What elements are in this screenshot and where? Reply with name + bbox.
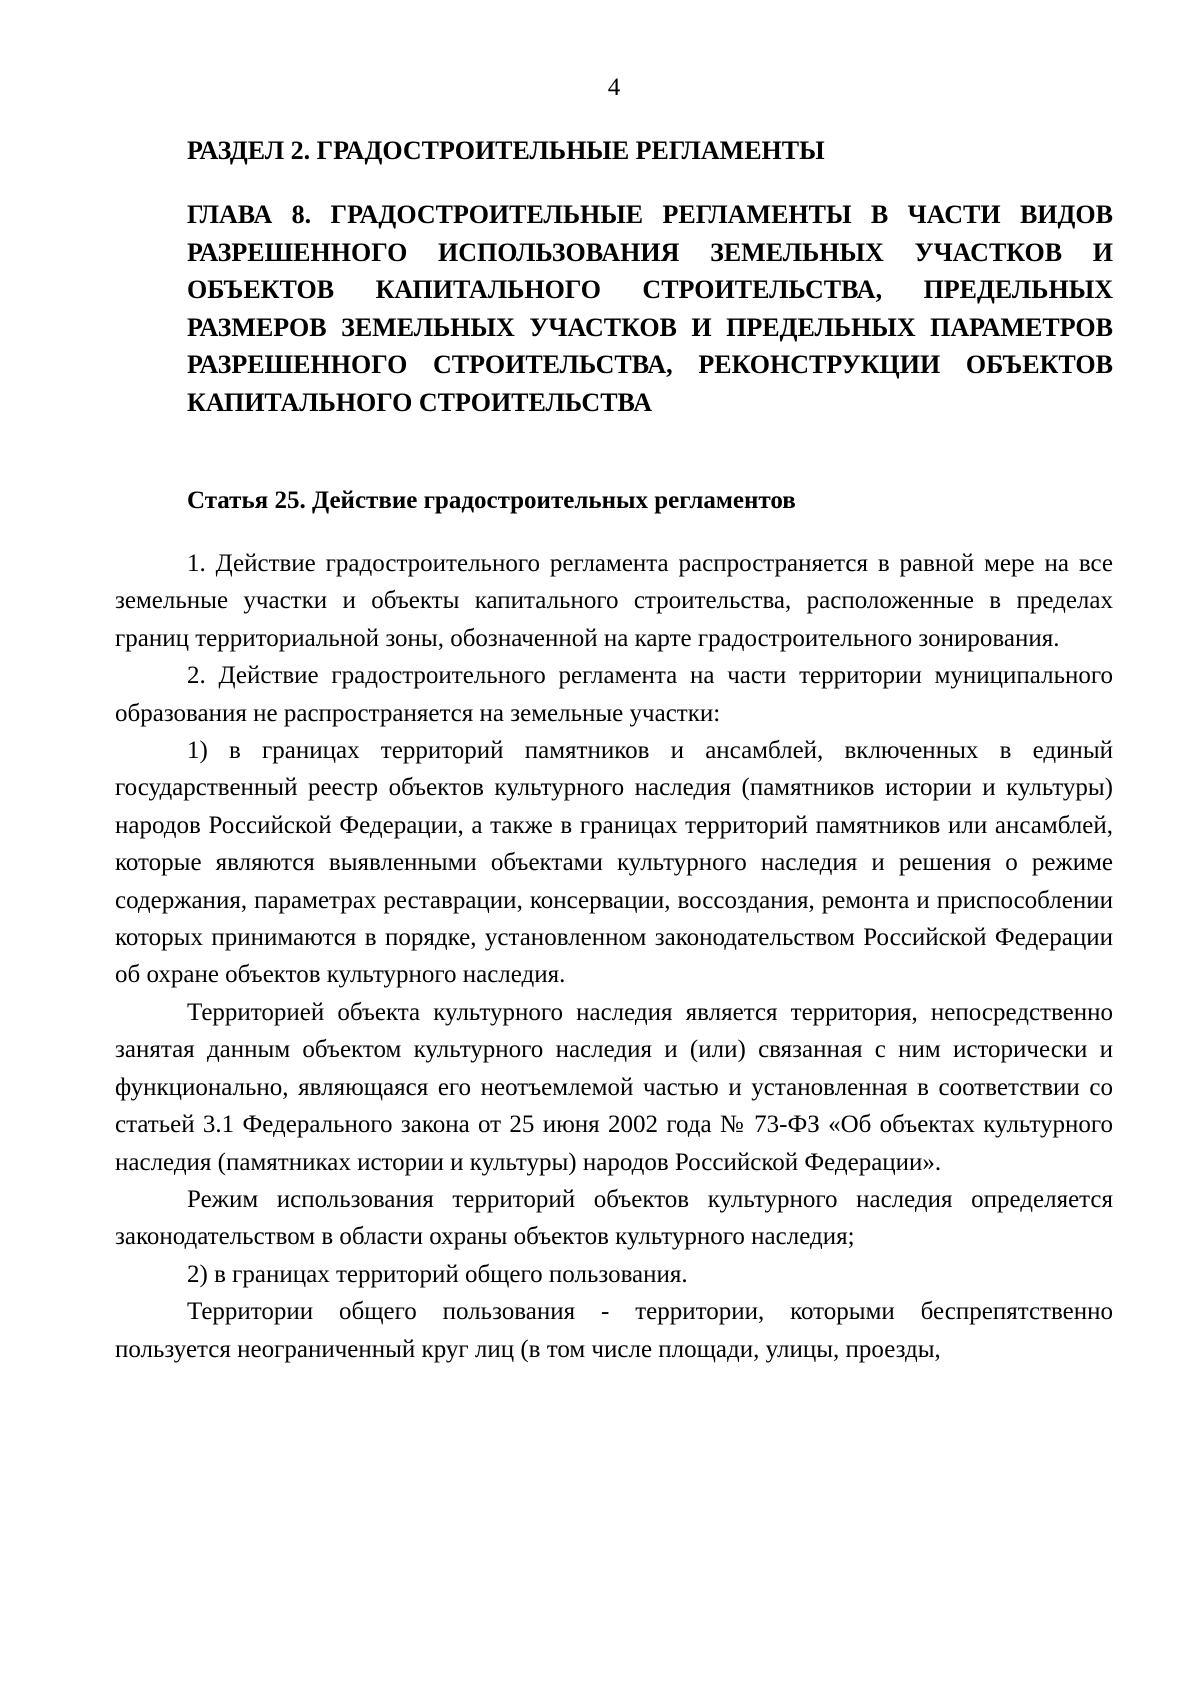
paragraph-1: 1. Действие градостроительного регламента распространяется в равной мере на все земельные участки и объекты капитального строительства, расположенные в пределах границ территориальной зоны, обозначенной на карте градостроительного зонирования. [115,550,1113,652]
paragraph-heritage-regime: Режим использования территорий объектов культурного наследия определяется законодательством в области охраны объектов культурного наследия; [115,1185,1113,1251]
paragraph-heritage-territory: Территорией объекта культурного наследия является территория, непосредственно занятая данным объектом культурного наследия и (или) связанная с ним исторически и функционально, являющаяся его неотъемлемой частью и установленная в соответствии со статьей 3.1 Федерального закона от 25 июня 2002 года № 73-ФЗ «Об объектах культурного наследия (памятниках истории и культуры) народов Российской Федерации». [115,998,1113,1176]
paragraph-2-item-1: 1) в границах территорий памятников и ансамблей, включенных в единый государственный реестр объектов культурного наследия (памятников истории и культуры) народов Российской Федерации, а также в границах территорий памятников или ансамблей, которые являются выявленными объектами культурного наследия и решения о режиме содержания, параметрах реставрации, консервации, воссоздания, ремонта и приспособлении которых принимаются в порядке, установленном законодательством Российской Федерации об охране объектов культурного наследия. [115,737,1113,989]
paragraph-2: 2. Действие градостроительного регламента на части территории муниципального образования не распространяется на земельные участки: [115,662,1113,727]
article-title: Статья 25. Действие градостроительных регламентов [187,487,796,514]
paragraph-2-item-2: 2) в границах территорий общего пользования. [187,1260,688,1288]
paragraph-public-territory: Территории общего пользования - территории, которыми беспрепятственно пользуется неограниченный круг лиц (в том числе площади, улицы, проезды, [115,1298,1113,1363]
chapter-title: ГЛАВА 8. ГРАДОСТРОИТЕЛЬНЫЕ РЕГЛАМЕНТЫ В ЧАСТИ ВИДОВ РАЗРЕШЕННОГО ИСПОЛЬЗОВАНИЯ ЗЕМЕЛЬНЫХ УЧАСТКОВ И ОБЪЕКТОВ КАПИТАЛЬНОГО СТРОИТЕЛЬСТВА, ПРЕДЕЛЬНЫХ РАЗМЕРОВ ЗЕМЕЛЬНЫХ УЧАСТКОВ И ПРЕДЕЛЬНЫХ ПАРАМЕТРОВ РАЗРЕШЕННОГО СТРОИТЕЛЬСТВА, РЕКОНСТРУКЦИИ ОБЪЕКТОВ КАПИТАЛЬНОГО СТРОИТЕЛЬСТВА [187,200,1113,417]
article-body [115,545,1113,1368]
section-title: РАЗДЕЛ 2. ГРАДОСТРОИТЕЛЬНЫЕ РЕГЛАМЕНТЫ [187,136,825,165]
page-number: 4 [607,74,621,101]
